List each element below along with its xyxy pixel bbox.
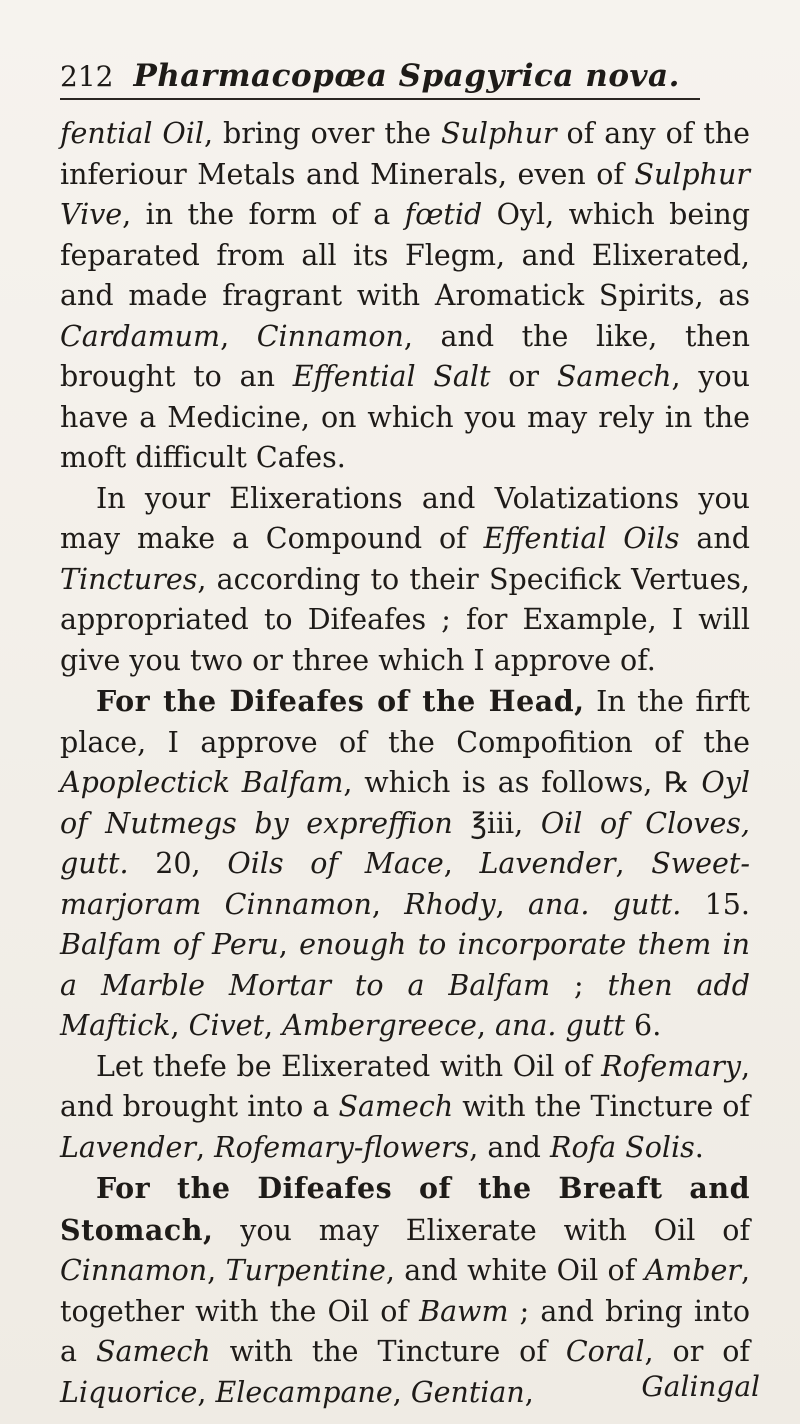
text-span: Rofemary-flowers [214,1130,470,1164]
text-span: , [615,847,652,880]
paragraph-4 [60,1047,750,1169]
text-span: In the firft place, I approve of the Compofition of the [60,685,750,759]
text-span: fential Oil [60,117,205,150]
text-span: , which is as follows, ℞ [343,766,702,799]
text-span: fœtid [404,198,483,231]
text-span: Rhody [404,887,496,921]
text-span: Lavender [60,1130,196,1164]
text-span: Cardamum [60,319,221,353]
text-span: , and white Oil of [385,1254,645,1287]
text-span: Civet [188,1009,264,1042]
text-span: with the Tincture of [453,1090,750,1123]
text-span [201,888,224,921]
blackletter-heading: For the Difeafes of the Head, [96,684,585,718]
text-span: In your Elixerations and Volatizations you may make a Compound of [60,481,750,555]
text-span: , [476,1009,496,1042]
text-span: ; and bring into a [60,1294,750,1368]
paragraph-1 [60,114,750,479]
text-span: with the Tincture of [210,1335,566,1368]
text-span: , or of [644,1335,750,1368]
text-span: , you have a Medicine, on which you may rely in the moft difficult Cafes. [60,360,750,474]
text-span: Turpentine [225,1254,386,1287]
text-span: , [524,1375,534,1409]
running-title: Pharmacopœa Spagyrica nova. [133,58,680,94]
text-span: , [443,847,480,880]
text-span: Sulphur [440,117,557,150]
text-span: Apoplectick Balfam [60,766,344,799]
text-span: , in the form of a [122,198,405,231]
text-span: 6. [625,1009,662,1042]
catchword: Galingal [641,1370,760,1403]
text-span: Sulphur Vive [60,157,750,231]
text-span: Oyl, which being feparated from all its Flegm, and Elixerated, and made fragrant with Aromatick Spirits, as [60,198,750,312]
text-span: Rofemary [601,1049,741,1083]
text-span: Rofa Solis [549,1130,695,1164]
text-span: Ambergreece [282,1009,477,1042]
text-span: Samech [338,1090,454,1123]
text-span: , [495,887,528,921]
text-span: Tinctures [60,562,198,596]
text-span: or [490,360,557,393]
text-span: Lavender [479,847,616,880]
text-span: Samech [95,1335,211,1368]
text-span: Effential Salt [292,360,491,393]
text-span: , and [469,1130,550,1164]
text-span: , [207,1254,226,1287]
text-span: , [220,319,257,353]
paragraph-3 [60,681,750,1047]
body-text [60,114,750,1413]
text-span: of any of the inferiour Metals and Minerals, even of [60,117,750,191]
text-span: Let thefe be Elixerated with Oil of [96,1049,602,1083]
paragraph-2 [60,479,750,682]
text-span: Cinnamon [224,887,372,921]
text-span: Effential Oils [483,522,680,555]
text-span: ana. gutt. [527,887,682,921]
text-span: . [694,1130,704,1164]
text-span: , [170,1009,189,1042]
text-span: , according to their Specifick Vertues, appropriated to Difeafes ; for Example, I will give you two or three which I approve of. [60,562,750,677]
text-span: Elecampane [215,1375,393,1409]
text-span: enough to incorporate them in a Marble Mortar to a Balfam [60,928,750,1002]
text-span: ana. gutt [495,1009,625,1042]
text-span: Samech [556,360,672,393]
text-span: , and the like, then brought to an [60,319,750,393]
page-number: 212 [60,60,114,93]
text-span: , [392,1375,411,1409]
text-span: 15. [681,887,750,921]
text-span: ; [550,968,608,1002]
text-span: , [371,887,405,921]
text-span: you may Elixerate with Oil of [213,1213,750,1247]
text-span: Balfam of Peru [60,928,279,961]
text-span: Cinnamon [60,1254,208,1287]
blackletter-heading: For the Difeafes of the Breaft and Stomach, [60,1171,750,1247]
text-span: Bawm [419,1294,509,1328]
text-span: Sweet-marjoram [60,847,750,921]
text-span: 20, [128,847,228,880]
text-span: , [264,1009,283,1042]
text-span: , [197,1375,216,1409]
text-span: Oil of Cloves, gutt. [60,806,750,880]
text-span: ℥iii, [452,806,541,840]
page-header [60,58,700,100]
text-span: and [679,522,750,555]
text-span: Liquorice [60,1375,198,1409]
text-span: Cinnamon [256,319,404,353]
text-span: Coral [565,1335,645,1368]
text-span: Amber [644,1254,741,1287]
text-span: Gentian [410,1375,525,1409]
text-span: , [278,928,300,961]
text-span: , together with the Oil of [60,1254,750,1328]
text-span: , bring over the [204,117,441,150]
text-span: , and brought into a [60,1049,750,1123]
text-span: then add Maftick [60,968,750,1042]
text-span: , [195,1130,215,1164]
text-span: Oyl of Nutmegs by expreffion [60,766,750,840]
text-span: Oils of Mace [227,847,444,880]
